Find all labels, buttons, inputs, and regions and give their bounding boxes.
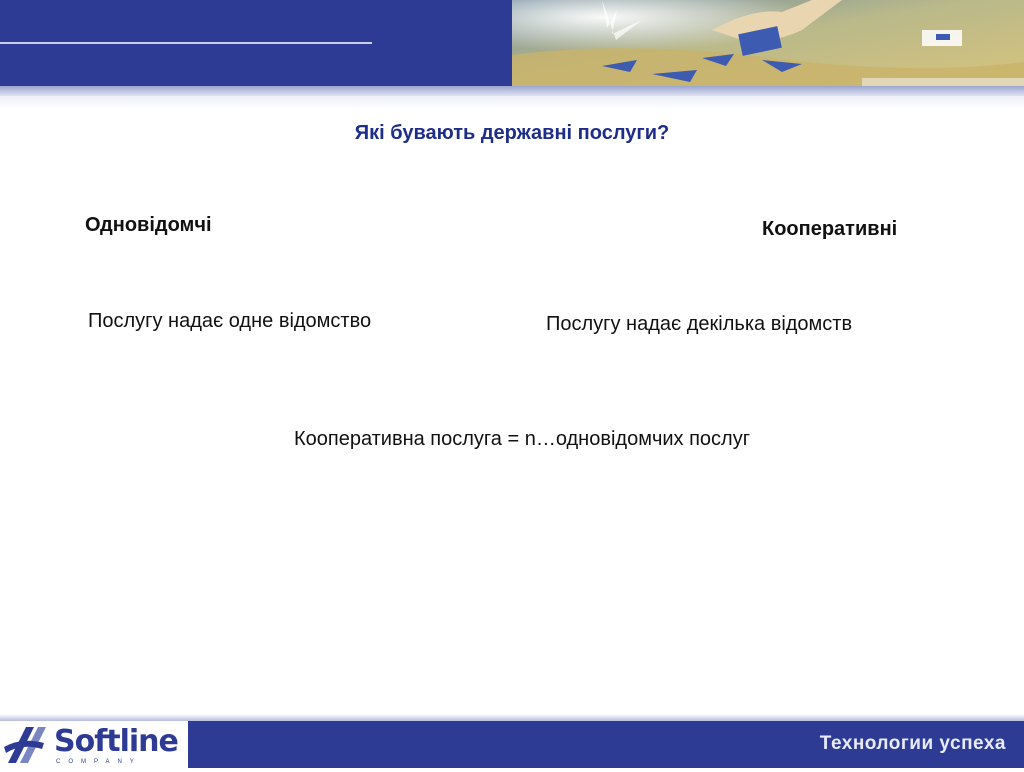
logo-wordmark: Softline [54, 724, 178, 759]
softline-logo-icon [4, 723, 50, 772]
left-heading: Одновідомчі [85, 214, 212, 236]
header-illustration [512, 0, 1024, 86]
right-heading: Кооперативні [762, 218, 898, 240]
header-band [0, 0, 1024, 86]
header-rule [0, 42, 372, 44]
left-description: Послугу надає одне відомство [88, 310, 372, 332]
footer-slogan: Технологии успеха [819, 733, 1006, 754]
header-fade [0, 96, 1024, 110]
footer-fade [0, 714, 1024, 721]
formula-text: Кооперативна послуга = n…одновідомчих послуг [293, 428, 751, 450]
header-shadow [0, 86, 1024, 96]
slide-title: Які бувають державні послуги? [354, 122, 670, 144]
right-description: Послугу надає декілька відомств [546, 313, 853, 335]
logo-subtitle: COMPANY [56, 759, 142, 765]
